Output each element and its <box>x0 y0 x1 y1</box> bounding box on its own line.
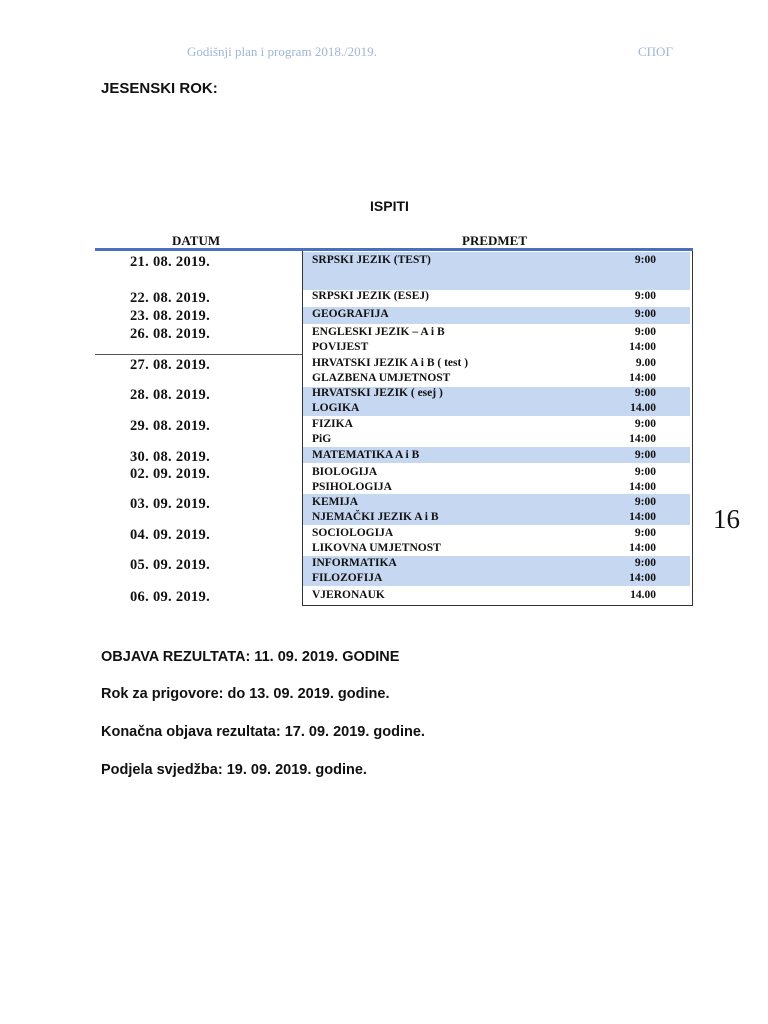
exam-time: 14.00 <box>630 589 656 601</box>
exam-subject: GEOGRAFIJA <box>312 308 389 320</box>
exam-date: 23. 08. 2019. <box>130 308 211 324</box>
exam-time: 9.00 <box>635 357 656 369</box>
exam-time: 9:00 <box>634 466 656 478</box>
exam-subject: PiG <box>312 433 332 445</box>
exam-subject: NJEMAČKI JEZIK A i B <box>312 511 439 523</box>
exam-subject: LOGIKA <box>312 402 360 414</box>
exam-subject: HRVATSKI JEZIK A i B ( test ) <box>312 357 469 369</box>
exam-subject: FIZIKA <box>312 418 353 430</box>
exam-subject: SRPSKI JEZIK (ESEJ) <box>312 290 429 302</box>
exam-date: 28. 08. 2019. <box>130 387 211 403</box>
running-header-title: Godišnji plan i program 2018./2019. <box>187 44 377 59</box>
exam-date: 22. 08. 2019. <box>130 290 211 306</box>
column-header-datum: DATUM <box>172 233 221 248</box>
exam-time: 9:00 <box>634 308 656 320</box>
table-title: ISPITI <box>370 198 409 214</box>
running-header-school: СПОГ <box>638 44 673 59</box>
section-title: JESENSKI ROK: <box>101 80 218 97</box>
exam-date: 26. 08. 2019. <box>130 326 211 342</box>
exam-time: 9:00 <box>634 557 656 569</box>
exam-date: 29. 08. 2019. <box>130 418 211 434</box>
exam-subject: MATEMATIKA A i B <box>312 449 420 461</box>
exam-subject: BIOLOGIJA <box>312 466 378 478</box>
exam-time: 9:00 <box>634 418 656 430</box>
final-results: Konačna objava rezultata: 17. 09. 2019. godine. <box>101 724 425 740</box>
exam-subject: SOCIOLOGIJA <box>312 527 394 539</box>
exam-date: 02. 09. 2019. <box>130 466 211 482</box>
exam-subject: ENGLESKI JEZIK – A i B <box>312 326 445 338</box>
exam-subject: KEMIJA <box>312 496 358 508</box>
exam-date: 06. 09. 2019. <box>130 589 211 605</box>
exam-time: 9:00 <box>634 449 656 461</box>
exam-time: 14:00 <box>629 481 656 493</box>
exam-time: 14:00 <box>629 572 656 584</box>
exam-subject: LIKOVNA UMJETNOST <box>312 542 441 554</box>
exam-time: 9:00 <box>634 527 656 539</box>
exam-time: 14:00 <box>629 542 656 554</box>
exam-time: 9:00 <box>634 290 656 302</box>
exam-time: 14:00 <box>629 372 656 384</box>
exam-subject: VJERONAUK <box>312 589 385 601</box>
exam-subject: INFORMATIKA <box>312 557 397 569</box>
exam-time: 14.00 <box>630 402 656 414</box>
exam-time: 14:00 <box>629 341 656 353</box>
exam-date: 30. 08. 2019. <box>130 449 211 465</box>
column-header-predmet: PREDMET <box>462 233 527 248</box>
page-number: 16 <box>713 504 740 534</box>
certificate-distribution: Podjela svjedžba: 19. 09. 2019. godine. <box>101 762 367 778</box>
exam-subject: PSIHOLOGIJA <box>312 481 392 493</box>
appeal-deadline: Rok za prigovore: do 13. 09. 2019. godine. <box>101 686 390 702</box>
exam-time: 9:00 <box>634 326 656 338</box>
exam-date: 21. 08. 2019. <box>130 254 211 270</box>
date-divider <box>95 354 302 355</box>
exam-date: 04. 09. 2019. <box>130 527 211 543</box>
exam-subject: SRPSKI JEZIK (TEST) <box>312 254 431 266</box>
exam-time: 9:00 <box>634 254 656 266</box>
exam-subject: GLAZBENA UMJETNOST <box>312 372 451 384</box>
exam-date: 27. 08. 2019. <box>130 357 211 373</box>
exam-subject: POVIJEST <box>312 341 369 353</box>
results-announcement: OBJAVA REZULTATA: 11. 09. 2019. GODINE <box>101 649 400 665</box>
exam-time: 9:00 <box>634 496 656 508</box>
exam-time: 14:00 <box>629 433 656 445</box>
exam-subject: FILOZOFIJA <box>312 572 383 584</box>
exam-date: 05. 09. 2019. <box>130 557 211 573</box>
exam-subject: HRVATSKI JEZIK ( esej ) <box>312 387 443 399</box>
exam-time: 9:00 <box>634 387 656 399</box>
exam-time: 14:00 <box>629 511 656 523</box>
exam-date: 03. 09. 2019. <box>130 496 211 512</box>
